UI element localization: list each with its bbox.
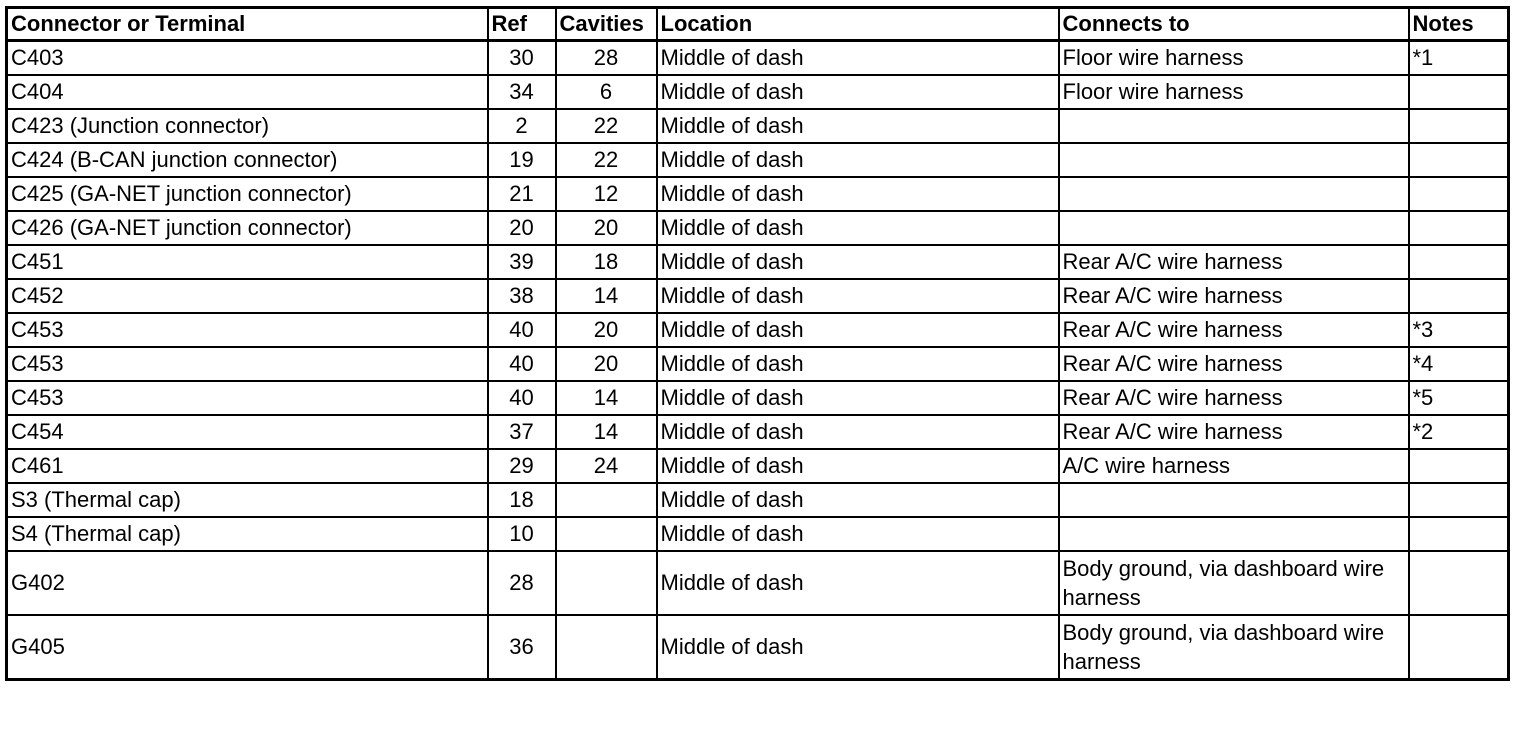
- header-connector: Connector or Terminal: [7, 8, 488, 41]
- cell-notes: [1409, 211, 1509, 245]
- cell-connects-to: A/C wire harness: [1059, 449, 1409, 483]
- table-row: [7, 381, 1509, 415]
- cell-connector: G405: [7, 615, 488, 680]
- cell-connector: C424 (B-CAN junction connector): [7, 143, 488, 177]
- cell-location: Middle of dash: [657, 381, 1059, 415]
- header-location: Location: [657, 8, 1059, 41]
- cell-notes: *5: [1409, 381, 1509, 415]
- cell-connects-to: [1059, 483, 1409, 517]
- header-cavities: Cavities: [556, 8, 657, 41]
- cell-connector: S3 (Thermal cap): [7, 483, 488, 517]
- cell-location: Middle of dash: [657, 551, 1059, 615]
- cell-cavities: 20: [556, 347, 657, 381]
- cell-cavities: 14: [556, 279, 657, 313]
- cell-location: Middle of dash: [657, 449, 1059, 483]
- cell-ref: 39: [488, 245, 556, 279]
- cell-connects-to: [1059, 517, 1409, 551]
- table-row: [7, 313, 1509, 347]
- cell-ref: 18: [488, 483, 556, 517]
- cell-cavities: 18: [556, 245, 657, 279]
- cell-location: Middle of dash: [657, 211, 1059, 245]
- cell-connects-to: Rear A/C wire harness: [1059, 245, 1409, 279]
- cell-ref: 10: [488, 517, 556, 551]
- cell-connects-to: Body ground, via dashboard wire harness: [1059, 551, 1409, 615]
- cell-ref: 36: [488, 615, 556, 680]
- cell-location: Middle of dash: [657, 75, 1059, 109]
- cell-connects-to: [1059, 109, 1409, 143]
- cell-connects-to: Rear A/C wire harness: [1059, 347, 1409, 381]
- cell-notes: [1409, 75, 1509, 109]
- cell-notes: [1409, 615, 1509, 680]
- table-row: [7, 245, 1509, 279]
- cell-connects-to: Rear A/C wire harness: [1059, 313, 1409, 347]
- table-row: [7, 109, 1509, 143]
- cell-connects-to: Floor wire harness: [1059, 75, 1409, 109]
- cell-connector: C454: [7, 415, 488, 449]
- table-row: [7, 415, 1509, 449]
- cell-connector: C452: [7, 279, 488, 313]
- cell-location: Middle of dash: [657, 347, 1059, 381]
- cell-ref: 28: [488, 551, 556, 615]
- cell-location: Middle of dash: [657, 517, 1059, 551]
- cell-ref: 34: [488, 75, 556, 109]
- cell-location: Middle of dash: [657, 143, 1059, 177]
- cell-connector: S4 (Thermal cap): [7, 517, 488, 551]
- connector-table: [5, 6, 1510, 681]
- table-row: [7, 449, 1509, 483]
- cell-connects-to: Floor wire harness: [1059, 41, 1409, 76]
- cell-notes: [1409, 143, 1509, 177]
- cell-connector: C453: [7, 313, 488, 347]
- cell-notes: [1409, 449, 1509, 483]
- cell-ref: 29: [488, 449, 556, 483]
- header-notes: Notes: [1409, 8, 1509, 41]
- cell-ref: 20: [488, 211, 556, 245]
- cell-connector: C453: [7, 347, 488, 381]
- cell-cavities: [556, 615, 657, 680]
- cell-connects-to: Rear A/C wire harness: [1059, 415, 1409, 449]
- cell-cavities: [556, 517, 657, 551]
- table-row: [7, 347, 1509, 381]
- cell-cavities: 6: [556, 75, 657, 109]
- cell-connects-to: [1059, 143, 1409, 177]
- cell-connector: C403: [7, 41, 488, 76]
- cell-ref: 40: [488, 313, 556, 347]
- header-ref: Ref: [488, 8, 556, 41]
- cell-cavities: 12: [556, 177, 657, 211]
- cell-ref: 2: [488, 109, 556, 143]
- cell-connector: G402: [7, 551, 488, 615]
- header-connects-to: Connects to: [1059, 8, 1409, 41]
- cell-location: Middle of dash: [657, 279, 1059, 313]
- cell-notes: [1409, 517, 1509, 551]
- table-row: [7, 517, 1509, 551]
- cell-notes: [1409, 483, 1509, 517]
- table-row: [7, 177, 1509, 211]
- cell-location: Middle of dash: [657, 245, 1059, 279]
- table-row: [7, 551, 1509, 615]
- cell-location: Middle of dash: [657, 177, 1059, 211]
- cell-cavities: [556, 483, 657, 517]
- cell-notes: *2: [1409, 415, 1509, 449]
- cell-connects-to: Body ground, via dashboard wire harness: [1059, 615, 1409, 680]
- cell-ref: 30: [488, 41, 556, 76]
- table-row: [7, 279, 1509, 313]
- cell-ref: 19: [488, 143, 556, 177]
- cell-location: Middle of dash: [657, 483, 1059, 517]
- cell-ref: 40: [488, 347, 556, 381]
- table-row: [7, 143, 1509, 177]
- cell-notes: [1409, 551, 1509, 615]
- cell-cavities: [556, 551, 657, 615]
- cell-connector: C404: [7, 75, 488, 109]
- table-row: [7, 211, 1509, 245]
- cell-location: Middle of dash: [657, 313, 1059, 347]
- table-row: [7, 75, 1509, 109]
- cell-connector: C451: [7, 245, 488, 279]
- cell-connector: C453: [7, 381, 488, 415]
- cell-location: Middle of dash: [657, 415, 1059, 449]
- cell-ref: 21: [488, 177, 556, 211]
- cell-cavities: 20: [556, 211, 657, 245]
- cell-notes: [1409, 245, 1509, 279]
- cell-cavities: 22: [556, 143, 657, 177]
- cell-connects-to: Rear A/C wire harness: [1059, 381, 1409, 415]
- cell-ref: 40: [488, 381, 556, 415]
- cell-cavities: 14: [556, 381, 657, 415]
- cell-ref: 37: [488, 415, 556, 449]
- cell-location: Middle of dash: [657, 109, 1059, 143]
- cell-notes: [1409, 109, 1509, 143]
- table-row: [7, 615, 1509, 680]
- table-body: [7, 41, 1509, 680]
- cell-connects-to: Rear A/C wire harness: [1059, 279, 1409, 313]
- table-row: [7, 483, 1509, 517]
- cell-notes: [1409, 279, 1509, 313]
- cell-cavities: 20: [556, 313, 657, 347]
- cell-connects-to: [1059, 177, 1409, 211]
- cell-notes: *3: [1409, 313, 1509, 347]
- table-row: [7, 41, 1509, 76]
- cell-connector: C425 (GA-NET junction connector): [7, 177, 488, 211]
- cell-notes: [1409, 177, 1509, 211]
- cell-cavities: 14: [556, 415, 657, 449]
- cell-notes: *1: [1409, 41, 1509, 76]
- cell-location: Middle of dash: [657, 615, 1059, 680]
- cell-connector: C461: [7, 449, 488, 483]
- cell-notes: *4: [1409, 347, 1509, 381]
- cell-cavities: 24: [556, 449, 657, 483]
- cell-cavities: 22: [556, 109, 657, 143]
- cell-cavities: 28: [556, 41, 657, 76]
- cell-connects-to: [1059, 211, 1409, 245]
- cell-connector: C426 (GA-NET junction connector): [7, 211, 488, 245]
- cell-connector: C423 (Junction connector): [7, 109, 488, 143]
- cell-ref: 38: [488, 279, 556, 313]
- cell-location: Middle of dash: [657, 41, 1059, 76]
- table-header-row: [7, 8, 1509, 41]
